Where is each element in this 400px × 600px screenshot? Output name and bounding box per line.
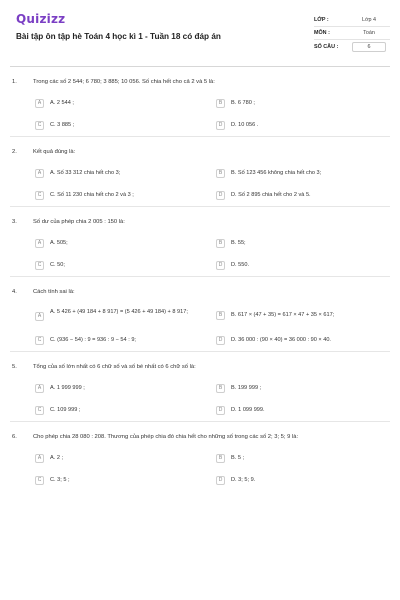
question-text: Trong các số 2 544; 6 780; 3 885; 10 056. Số chia hết cho cả 2 và 5 là: [33, 79, 215, 85]
option-letter: C [35, 261, 44, 270]
option-letter: A [35, 169, 44, 178]
question-number: 4. [12, 289, 17, 295]
option-b[interactable] [216, 100, 386, 108]
option-letter: D [216, 336, 225, 345]
option-text: B. Số 123 456 không chia hết cho 3; [231, 170, 322, 176]
option-letter: B [216, 311, 225, 320]
meta-label: MÔN : [314, 30, 330, 36]
option-letter: D [216, 261, 225, 270]
quizizz-logo: Quizizz [16, 12, 66, 26]
option-text: D. 550. [231, 262, 250, 268]
option-b[interactable] [216, 240, 386, 248]
option-text: B. 5 ; [231, 455, 245, 461]
option-letter: D [216, 191, 225, 200]
option-text: C. 3; 5 ; [50, 477, 70, 483]
option-text: C. 109 999 ; [50, 407, 81, 413]
meta-row-count [314, 40, 390, 53]
option-a[interactable] [35, 170, 195, 178]
option-d[interactable] [216, 477, 386, 485]
option-text: B. 6 780 ; [231, 100, 255, 106]
option-letter: B [216, 384, 225, 393]
option-text: A. 2 ; [50, 455, 64, 461]
option-text: D. 3; 5; 9. [231, 477, 256, 483]
header-divider [10, 66, 390, 67]
option-letter: C [35, 121, 44, 130]
question-text: Tổng của số lớn nhất có 6 chữ số và số bé nhất có 6 chữ số là: [33, 364, 196, 370]
option-letter: B [216, 239, 225, 248]
question-number: 3. [12, 219, 17, 225]
option-text: D. 1 099 999. [231, 407, 265, 413]
question-number: 1. [12, 79, 17, 85]
option-letter: A [35, 384, 44, 393]
meta-row-subject [314, 27, 390, 40]
question-text: Kết quả đúng là: [33, 149, 76, 155]
option-a[interactable] [35, 455, 190, 463]
option-letter: A [35, 312, 44, 321]
meta-value: Toán [363, 30, 375, 36]
question-separator [10, 421, 390, 422]
question-separator [10, 206, 390, 207]
option-text: C. 3 885 ; [50, 122, 75, 128]
option-text: B. 55; [231, 240, 246, 246]
option-d[interactable] [216, 122, 386, 130]
meta-value: Lớp 4 [361, 17, 377, 23]
option-letter: B [216, 169, 225, 178]
meta-label: SỐ CÂU : [314, 43, 339, 50]
option-b[interactable] [216, 170, 386, 178]
option-c[interactable] [35, 192, 195, 200]
option-letter: A [35, 239, 44, 248]
document-title: Bài tập ôn tập hè Toán 4 học kì 1 - Tuần 18 có đáp án [16, 32, 221, 41]
option-letter: C [35, 476, 44, 485]
meta-row-class [314, 14, 390, 27]
option-letter: C [35, 336, 44, 345]
option-text: C. Số 11 230 chia hết cho 2 và 3 ; [50, 192, 134, 198]
option-c[interactable] [35, 262, 190, 270]
option-text: A. 2 544 ; [50, 100, 74, 106]
option-letter: D [216, 476, 225, 485]
option-d[interactable] [216, 192, 386, 200]
question-number: 6. [12, 434, 17, 440]
question-separator [10, 351, 390, 352]
option-letter: D [216, 406, 225, 415]
option-text: A. 5 426 + (49 184 + 8 917) = (5 426 + 49 184) + 8 917; [50, 309, 188, 315]
option-text: D. 36 000 : (90 × 40) = 36 000 : 90 × 40. [231, 337, 331, 343]
option-letter: B [216, 454, 225, 463]
option-text: B. 617 × (47 + 35) = 617 × 47 + 35 × 617; [231, 312, 335, 318]
option-c[interactable] [35, 477, 190, 485]
option-letter: D [216, 121, 225, 130]
option-text: B. 199 999 ; [231, 385, 262, 391]
option-text: A. Số 33 312 chia hết cho 3; [50, 170, 121, 176]
option-letter: C [35, 191, 44, 200]
option-letter: A [35, 99, 44, 108]
question-separator [10, 136, 390, 137]
question-separator [10, 276, 390, 277]
meta-table [314, 14, 390, 53]
question-number: 5. [12, 364, 17, 370]
option-text: D. Số 2 895 chia hết cho 2 và 5. [231, 192, 311, 198]
option-a[interactable] [35, 385, 190, 393]
option-d[interactable] [216, 337, 386, 345]
option-d[interactable] [216, 262, 386, 270]
option-c[interactable] [35, 122, 190, 130]
option-letter: A [35, 454, 44, 463]
option-d[interactable] [216, 407, 386, 415]
option-b[interactable] [216, 385, 386, 393]
option-a[interactable] [35, 240, 190, 248]
option-letter: B [216, 99, 225, 108]
question-text: Số dư của phép chia 2 005 : 150 là: [33, 219, 125, 225]
question-number: 2. [12, 149, 17, 155]
option-text: D. 10 056 . [231, 122, 259, 128]
meta-value: 6 [352, 42, 386, 52]
option-a[interactable] [35, 309, 195, 321]
option-letter: C [35, 406, 44, 415]
option-c[interactable] [35, 407, 190, 415]
option-b[interactable] [216, 312, 386, 320]
option-text: A. 505; [50, 240, 68, 246]
meta-label: LỚP : [314, 17, 329, 23]
option-text: C. (936 − 54) : 9 = 936 : 9 − 54 : 9; [50, 337, 136, 343]
option-text: A. 1 999 999 ; [50, 385, 85, 391]
option-c[interactable] [35, 337, 195, 345]
option-text: C. 50; [50, 262, 65, 268]
option-b[interactable] [216, 455, 386, 463]
question-text: Cách tính sai là: [33, 289, 75, 295]
option-a[interactable] [35, 100, 190, 108]
question-text: Cho phép chia 28 080 : 208. Thương của phép chia đó chia hết cho những số trong các số 2; 3; 5; 9 là: [33, 434, 299, 440]
